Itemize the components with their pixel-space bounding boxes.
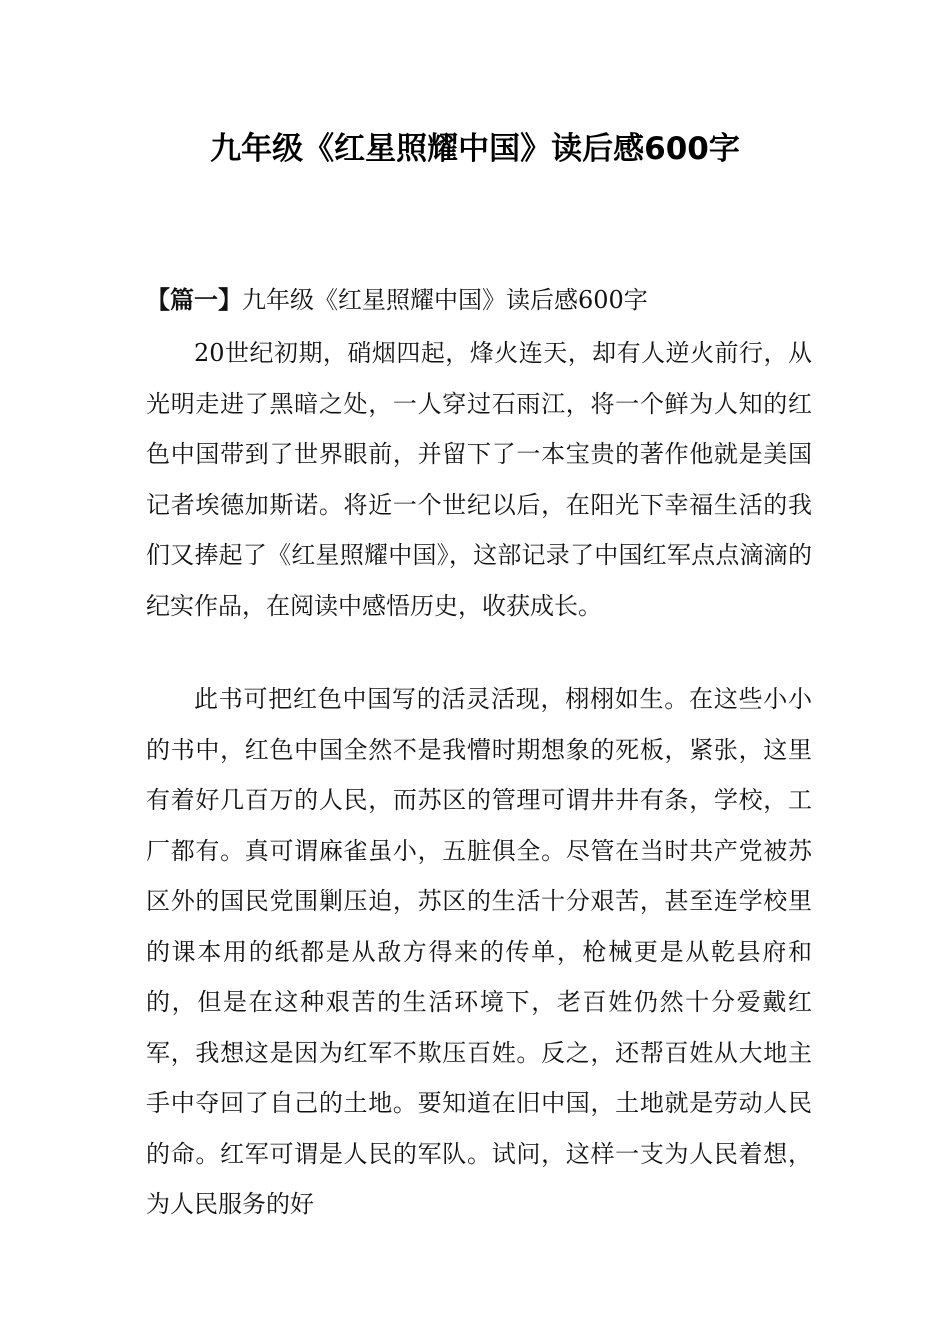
section-heading-mark: 【篇一】 <box>146 285 242 314</box>
section-heading-text: 九年级《红星照耀中国》读后感600字 <box>242 286 648 314</box>
document-title: 九年级《红星照耀中国》读后感600字 <box>210 131 740 167</box>
paragraph-2: 此书可把红色中国写的活灵活现，栩栩如生。在这些小小的书中，红色中国全然不是我懵时期想象的死板，紧张，这里有着好几百万的人民，而苏区的管理可谓井井有条，学校，工厂都有。真可谓麻雀虽小，五脏俱全。尽管在当时共产党被苏区外的国民党围剿压迫，苏区的生活十分艰苦，甚至连学校里的课本用的纸都是从敌方得来的传单，枪械更是从乾县府和的，但是在这种艰苦的生活环境下，老百姓仍然十分爱戴红军，我想这是因为红军不欺压百姓。反之，还帮百姓从大地主手中夺回了自己的土地。要知道在旧中国，土地就是劳动人民的命。红军可谓是人民的军队。试问，这样一支为人民着想，为人民服务的好 <box>146 685 812 1218</box>
section-heading <box>146 276 812 324</box>
paragraph-1: 20世纪初期，硝烟四起，烽火连天，却有人逆火前行，从光明走进了黑暗之处，一人穿过石雨江，将一个鲜为人知的红色中国带到了世界眼前，并留下了一本宝贵的著作他就是美国记者埃德加斯诺。将近一个世纪以后，在阳光下幸福生活的我们又捧起了《红星照耀中国》，这部记录了中国红军点点滴滴的纪实作品，在阅读中感悟历史，收获成长。 <box>146 339 812 620</box>
